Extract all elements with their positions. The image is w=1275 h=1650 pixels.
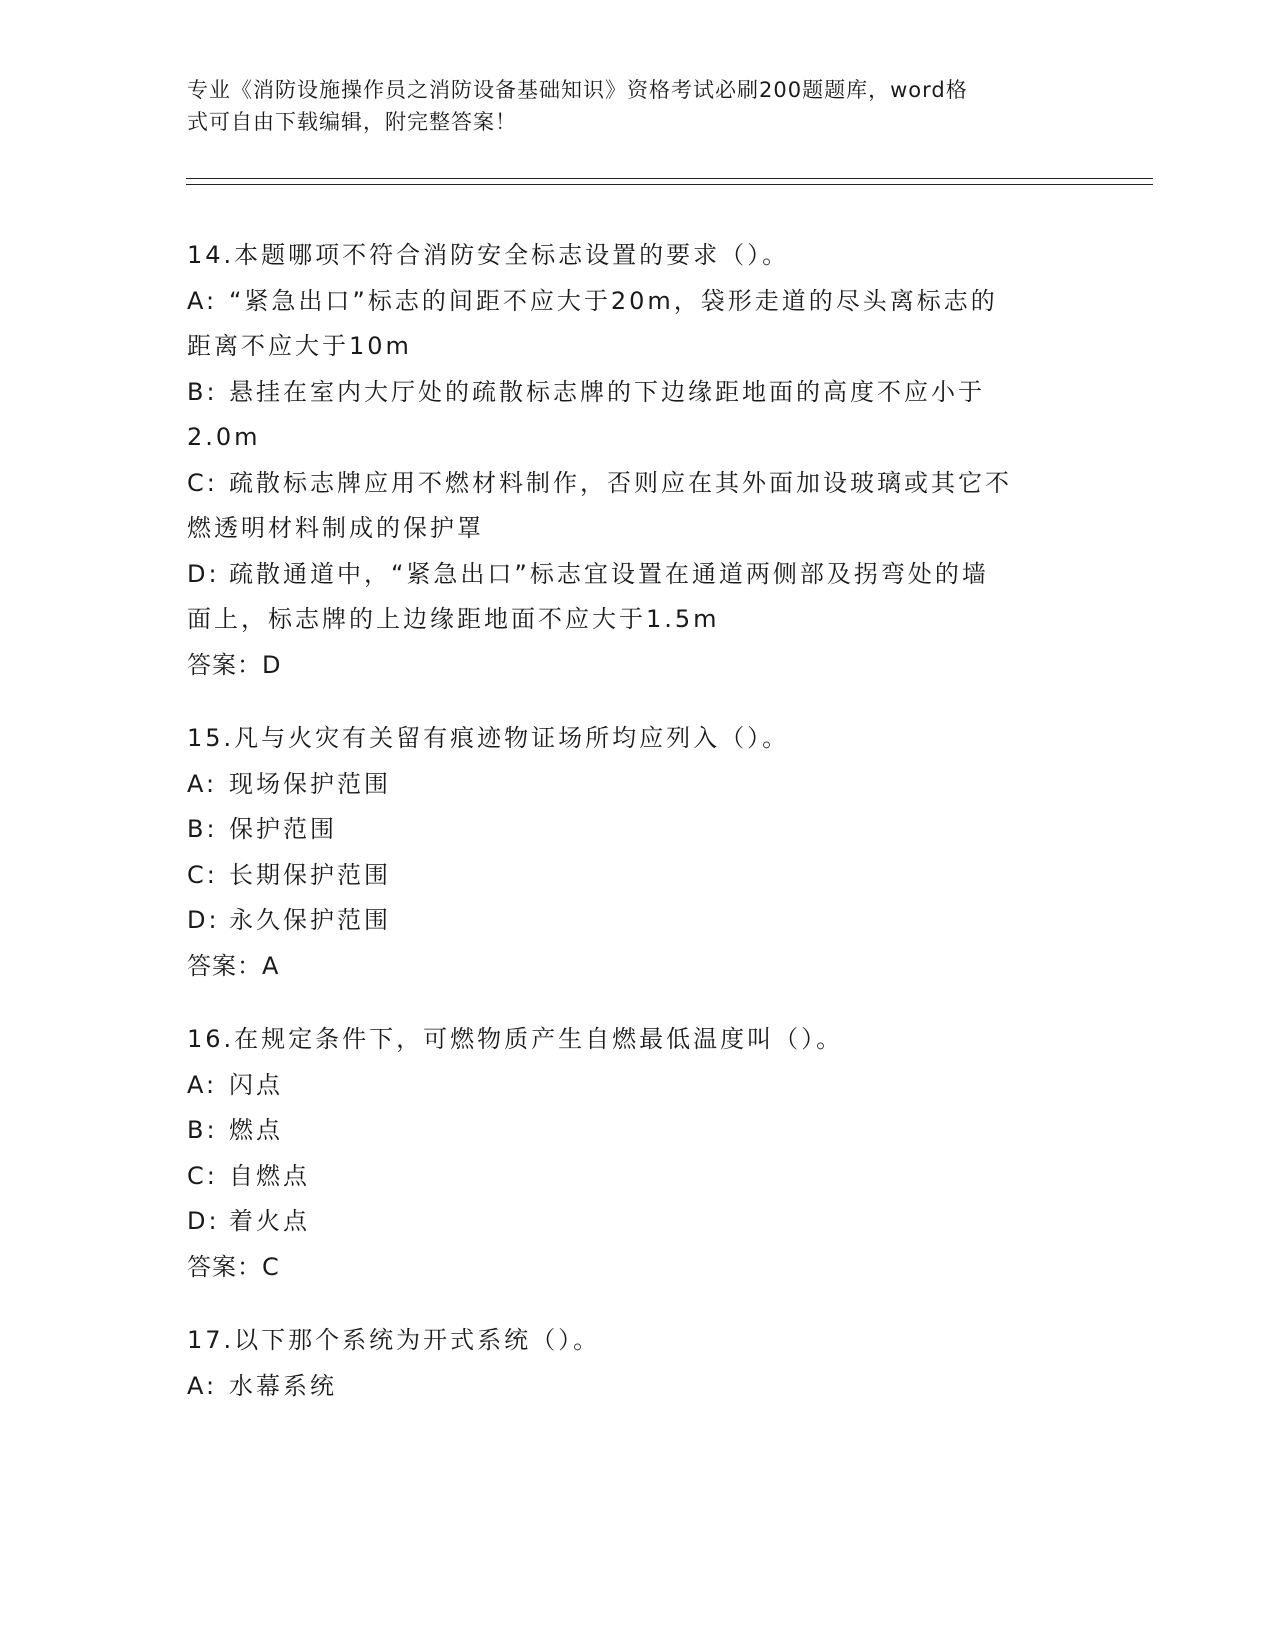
option-c (187, 853, 1087, 899)
option-prefix: A: (187, 1070, 218, 1099)
answer-label: 答案：A (187, 951, 280, 980)
option-prefix: D: (187, 559, 220, 588)
option-prefix: A: (187, 286, 218, 315)
option-b (187, 1108, 1087, 1154)
option-text: 现场保护范围 (229, 769, 391, 798)
option-b (187, 370, 1087, 416)
option-text: 着火点 (229, 1207, 310, 1235)
option-b (187, 807, 1087, 853)
option-text: 疏散通道中，“紧急出口”标志宜设置在通道两侧部及拐弯处的墙 (229, 559, 989, 588)
header-divider-top (186, 178, 1153, 179)
option-a (187, 1364, 1087, 1410)
option-prefix: C: (187, 1161, 218, 1190)
option-text: 自燃点 (229, 1161, 310, 1190)
question-list (187, 233, 1087, 1437)
question-17 (187, 1318, 1087, 1409)
option-prefix: D: (187, 906, 220, 934)
answer-label: 答案：D (187, 650, 282, 679)
option-a (187, 1063, 1087, 1109)
option-prefix: C: (187, 468, 218, 497)
option-d-continued: 面上，标志牌的上边缘距地面不应大于1.5m (187, 605, 720, 633)
header-title-line1: 专业《消防设施操作员之消防设备基础知识》资格考试必刷200题题库，word格 (187, 78, 968, 102)
option-text: 水幕系统 (229, 1371, 337, 1400)
option-b-continued: 2.0m (187, 423, 261, 451)
option-prefix: A: (187, 1371, 218, 1400)
option-d (187, 1199, 1087, 1245)
option-c (187, 1154, 1087, 1200)
option-text: 燃点 (229, 1116, 283, 1144)
option-c (187, 461, 1087, 507)
option-prefix: B: (187, 815, 218, 843)
question-15 (187, 716, 1087, 989)
question-stem: 15.凡与火灾有关留有痕迹物证场所均应列入（）。 (187, 724, 790, 752)
question-stem: 14.本题哪项不符合消防安全标志设置的要求（）。 (187, 241, 790, 269)
option-text: 保护范围 (229, 815, 337, 843)
question-14 (187, 233, 1087, 688)
option-prefix: D: (187, 1207, 220, 1235)
question-stem: 16.在规定条件下，可燃物质产生自燃最低温度叫（）。 (187, 1025, 844, 1053)
option-text: 悬挂在室内大厅处的疏散标志牌的下边缘距地面的高度不应小于 (229, 377, 985, 406)
option-a (187, 279, 1087, 325)
option-text: 长期保护范围 (229, 860, 391, 889)
option-text: 永久保护范围 (229, 906, 391, 934)
question-16 (187, 1017, 1087, 1290)
answer-label: 答案：C (187, 1252, 280, 1281)
header-title-line2: 式可自由下载编辑，附完整答案！ (187, 110, 517, 134)
document-header (187, 74, 1067, 138)
option-text: 闪点 (229, 1070, 283, 1099)
option-c-continued: 燃透明材料制成的保护罩 (187, 514, 484, 542)
option-prefix: B: (187, 377, 218, 406)
question-stem: 17.以下那个系统为开式系统（）。 (187, 1326, 601, 1354)
option-a-continued: 距离不应大于10m (187, 332, 412, 360)
option-d (187, 552, 1087, 598)
option-d (187, 898, 1087, 944)
option-a (187, 762, 1087, 808)
option-prefix: B: (187, 1116, 218, 1144)
option-prefix: A: (187, 769, 218, 798)
option-prefix: C: (187, 860, 218, 889)
option-text: “紧急出口”标志的间距不应大于20m，袋形走道的尽头离标志的 (229, 286, 998, 315)
header-divider-bottom (186, 184, 1153, 185)
option-text: 疏散标志牌应用不燃材料制作，否则应在其外面加设玻璃或其它不 (229, 468, 1012, 497)
